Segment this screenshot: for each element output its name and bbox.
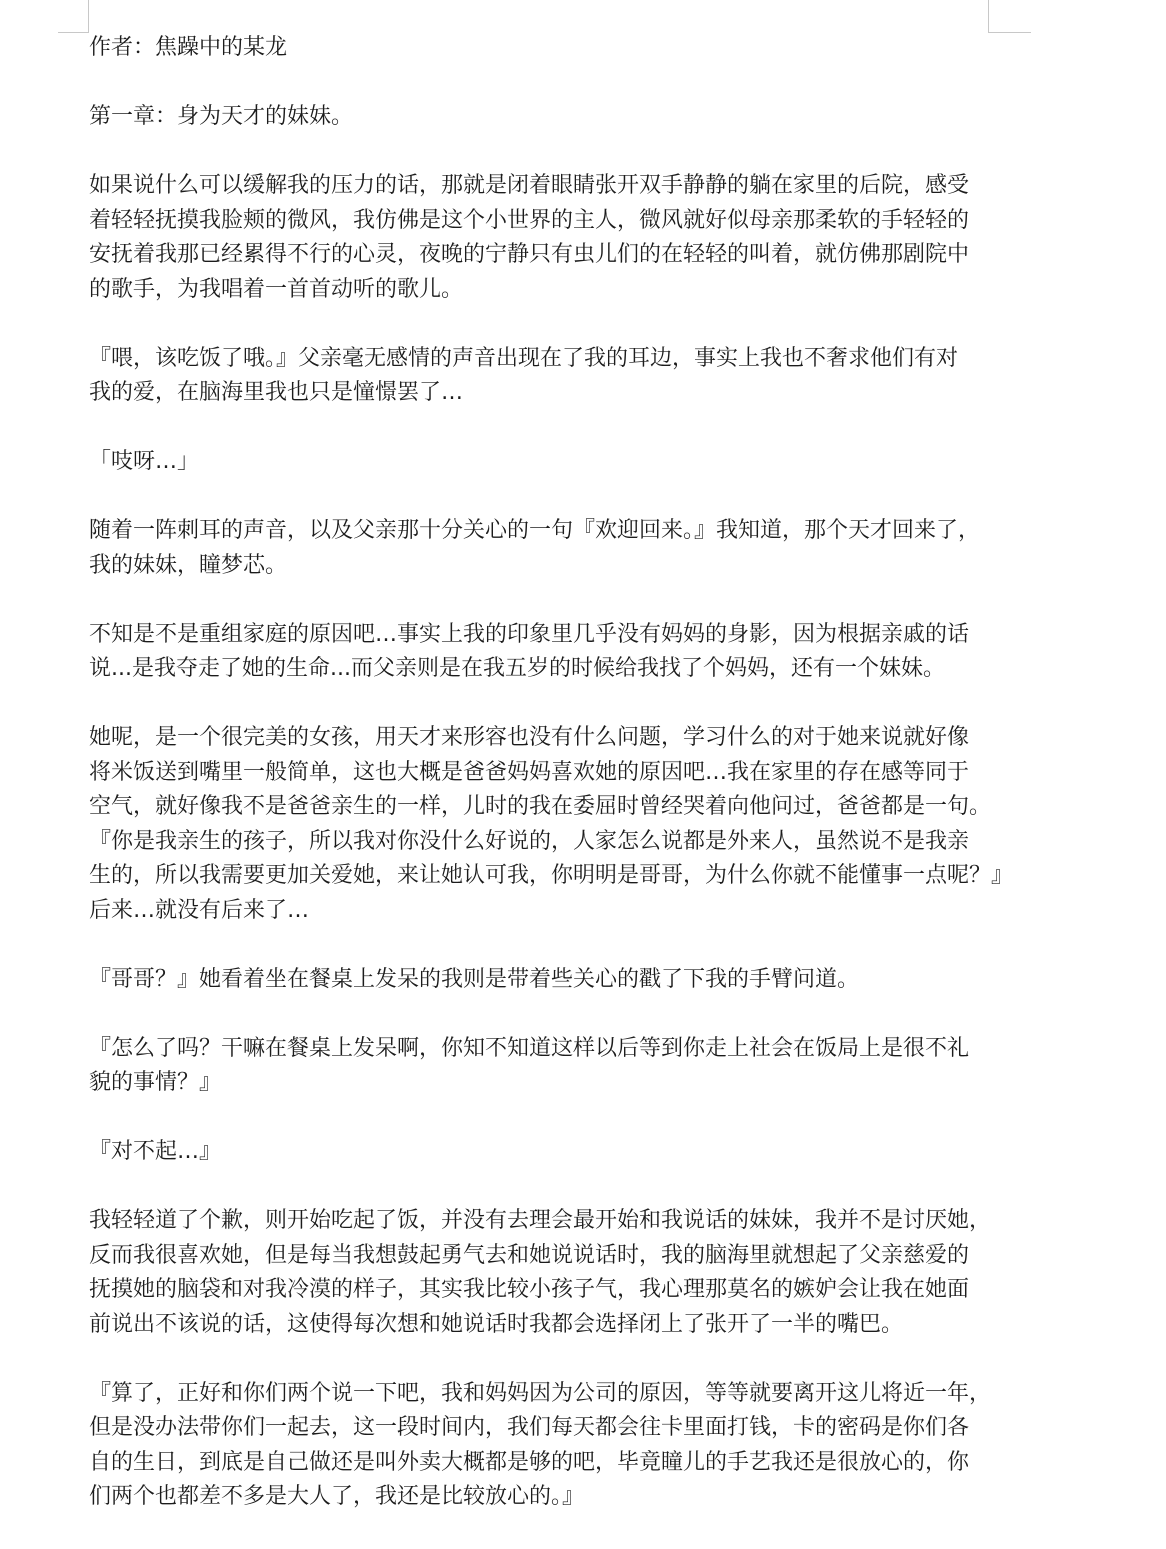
margin-corner-mark-left [58,0,89,33]
margin-corner-mark-right [988,0,1031,33]
text-line: 随着一阵刺耳的声音，以及父亲那十分关心的一句『欢迎回来。』我知道，那个天才回来了， [89,518,981,543]
text-line: 空气，就好像我不是爸爸亲生的一样，儿时的我在委屈时曾经哭着向他问过，爸爸都是一句。 [89,794,992,819]
text-line: 『算了，正好和你们两个说一下吧，我和妈妈因为公司的原因，等等就要离开这儿将近一年， [89,1380,992,1406]
text-line: 生的，所以我需要更加关爱她，来让她认可我，你明明是哥哥，为什么你就不能懂事一点呢？』 [89,863,1014,888]
text-line: 将米饭送到嘴里一般简单，这也大概是爸爸妈妈喜欢她的原因吧…我在家里的存在感等同于 [89,759,970,785]
paragraph [89,342,1019,411]
text-line: 『怎么了吗？干嘛在餐桌上发呆啊，你知不知道这样以后等到你走上社会在饭局上是很不礼 [89,1035,970,1061]
paragraph [89,721,1019,928]
text-line: 反而我很喜欢她，但是每当我想鼓起勇气去和她说说话时，我的脑海里就想起了父亲慈爱的 [89,1242,970,1268]
text-line: 不知是不是重组家庭的原因吧…事实上我的印象里几乎没有妈妈的身影，因为根据亲戚的话 [89,621,970,647]
text-line: 『对不起…』 [89,1139,222,1164]
paragraph [89,445,1019,480]
text-line: 着轻轻抚摸我脸颊的微风，我仿佛是这个小世界的主人，微风就好似母亲那柔软的手轻轻的 [89,207,970,233]
text-line: 貌的事情？』 [89,1070,222,1095]
text-line: 『哥哥？』她看着坐在餐桌上发呆的我则是带着些关心的戳了下我的手臂问道。 [89,966,860,992]
text-line: 我轻轻道了个歉，则开始吃起了饭，并没有去理会最开始和我说话的妹妹，我并不是讨厌她， [89,1208,992,1233]
chapter-title [89,100,1019,135]
text-line: 自的生日，到底是自己做还是叫外卖大概都是够的吧，毕竟瞳儿的手艺我还是很放心的，你 [89,1449,970,1475]
paragraph [89,963,1019,998]
text-line: 她呢，是一个很完美的女孩，用天才来形容也没有什么问题，学习什么的对于她来说就好像 [89,725,970,750]
paragraph [89,169,1019,307]
text-line: 『喂，该吃饭了哦。』父亲毫无感情的声音出现在了我的耳边，事实上我也不奢求他们有对 [89,345,959,371]
text-line: 的歌手，为我唱着一首首动听的歌儿。 [89,276,464,302]
paragraph [89,514,1019,583]
text-line: 们两个也都差不多是大人了，我还是比较放心的。』 [89,1484,585,1509]
text-line: 『你是我亲生的孩子，所以我对你没什么好说的，人家怎么说都是外来人，虽然说不是我亲 [89,828,970,854]
paragraph [89,618,1019,687]
text-line: 说...是我夺走了她的生命...而父亲则是在我五岁的时候给我找了个妈妈，还有一个妹妹。 [89,656,945,681]
text-line: 我的爱，在脑海里我也只是憧憬罢了… [89,380,464,405]
paragraph [89,1204,1019,1342]
document-body [89,31,1019,1549]
paragraph [89,1135,1019,1170]
text-line: 如果说什么可以缓解我的压力的话，那就是闭着眼睛张开双手静静的躺在家里的后院，感受 [89,173,970,198]
text-line: 但是没办法带你们一起去，这一段时间内，我们每天都会往卡里面打钱，卡的密码是你们各 [89,1415,970,1440]
text-line: 我的妹妹，瞳梦芯。 [89,552,288,578]
text-line: 前说出不该说的话，这使得每次想和她说话时我都会选择闭上了张开了一半的嘴巴。 [89,1311,904,1337]
author-line [89,31,1019,66]
text-line: 第一章：身为天才的妹妹。 [89,104,354,129]
text-line: 抚摸她的脑袋和对我冷漠的样子，其实我比较小孩子气，我心理那莫名的嫉妒会让我在她面 [89,1277,970,1302]
paragraph [89,1377,1019,1515]
text-line: 后来…就没有后来了… [89,897,310,923]
paragraph [89,1032,1019,1101]
text-line: 安抚着我那已经累得不行的心灵，夜晚的宁静只有虫儿们的在轻轻的叫着，就仿佛那剧院中 [89,242,970,267]
text-line: 作者：焦躁中的某龙 [89,35,288,60]
text-line: 「吱呀…」 [89,449,200,474]
